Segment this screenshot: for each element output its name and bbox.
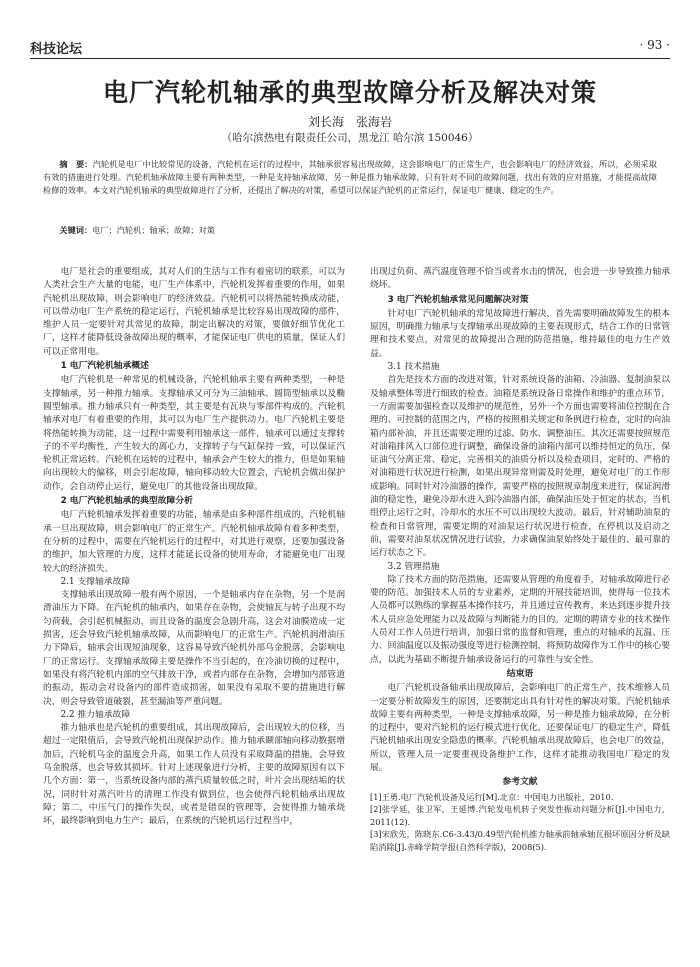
section-2-1-heading: 2.1 支撑轴承故障 bbox=[60, 576, 131, 587]
paper-title: 电厂汽轮机轴承的典型故障分析及解决对策 bbox=[102, 78, 597, 107]
intro-paragraph: 电厂是社会的重要组成，其对人们的生活与工作有着密切的联系，可以为人类社会生产大量的电能，电厂生产体系中，汽轮机发挥着重要的作用，如果汽轮机出现故障，则会影响电厂的经济效益。汽轮机可以将热能转换成动能，可以带动电厂生产系统的稳定运行，汽轮机轴承是比较容易出现故障的部件，维护人员一定要针对其常见的故障，制定出解决的对策，要做好细节优化工厂，这样才能降低设备故障出现的概率，才能保证电厂供电的质量，保证人们可以正常用电。 bbox=[43, 267, 345, 357]
reference-item: [2]张学延，张卫军，王延博.汽轮发电机转子突发性振动问题分析[J].中国电力，2011(12). bbox=[370, 804, 670, 827]
section-2-1-text: 支撑轴承出现故障一般有两个原因，一个是轴承内存在杂物，另一个是润滑油压力下降。在汽轮机的轴承内，如果存在杂物，会使轴瓦与转子出现不均匀荷载，会引起机械振动，而且设备的温度会急剧升高，这会对油膜造成一定损害，还会导致汽轮机轴承故障，从而影响电厂的正常生产。汽轮机润滑油压力下降后，轴承会出现短油现象，这容易导致汽轮机外部乌金脱落，会影响电厂的正常运行。支撑轴承故障主要是操作不当引起的，在冷油切换的过程中，如果没有将汽轮机内部的空气排放干净，或者内部存在杂物，会增加内部管道的振动，振动会对设备内的部件造成损害，如果没有采取不要的措施进行解决，则会导致管道破裂，甚至漏油等严重问题。 bbox=[43, 590, 345, 707]
keywords-text: 电厂；汽轮机；轴承；故障；对策 bbox=[92, 225, 215, 235]
reference-item: [3]宋欣先，陈晓东.C6-3.43/0.49型汽轮机推力轴承前轴承轴瓦损坏原因分析及缺陷消除[J].赤峰学院学报(自然科学版)，2008(5). bbox=[370, 829, 670, 852]
conclusion-text: 电厂汽轮机设备轴承出现故障后，会影响电厂的正常生产，技术维修人员一定要分析故障发生的原因，还要制定出具有针对性的解决对策。汽轮机轴承故障主要有两种类型，一种是支撑轴承故障，另一种是推力轴承故障，在分析的过程中，要对汽轮机的运行模式进行优化，还要保证电厂的稳定生产，降低汽轮机轴承出现安全隐患的概率。汽轮机轴承出现故障后，也会电厂的效益，所以，管理人员一定要重视设备维护工作，这样才能推动我国电厂稳定的发展。 bbox=[370, 683, 670, 773]
affiliation: （哈尔滨热电有限责任公司，黑龙江 哈尔滨 150046） bbox=[221, 132, 479, 144]
reference-item: [1]王勇.电厂汽轮机设备及运行[M].北京：中国电力出版社，2010. bbox=[370, 791, 614, 802]
section-3-heading: 3 电厂汽轮机轴承常见问题解决对策 bbox=[387, 294, 529, 305]
header-rule bbox=[30, 58, 670, 59]
section-2-text: 电厂汽轮机轴承发挥着重要的功能，轴承是由多种部件组成的，汽轮机轴承一旦出现故障，则会影响电厂的正常生产。汽轮机轴承故障有着多种类型，在分析的过程中，需要在汽轮机运行的过程中，对其进行观察，还要加强设备的维护，加大管理的力度，这样才能延长设备的使用寿命，才能避免电厂出现较大的经济损失。 bbox=[43, 510, 345, 574]
section-3-1-heading: 3.1 技术措施 bbox=[387, 362, 440, 373]
authors: 刘长海 张海岩 bbox=[307, 115, 392, 129]
right-column bbox=[370, 266, 670, 854]
section-3-2-text: 除了技术方面的防范措施，还需要从管理的角度着手，对轴承故障进行必要的防范。加强技术人员的专业素养，定期的开展技能培训，使得每一位技术人员都可以熟练的掌握基本操作技巧，并且通过宣传教育，来达到逐步提升技术人员应急处理能力以及故障与判断能力的目的。定期的聘请专业的技术操作人员对工作人员进行培训，加强日常的监督和管理，重点的对轴承的瓦温、压力、回油温度以及振动强度等进行检测控制，将预防故障作为工作中的核心要点，以此为基础不断提升轴承设备运行的可靠性与安全性。 bbox=[370, 574, 670, 665]
conclusion-heading: 结束语 bbox=[506, 668, 534, 679]
abstract bbox=[43, 158, 657, 197]
keywords bbox=[43, 224, 657, 237]
references-heading: 参考文献 bbox=[502, 777, 538, 788]
page-number: · 93 · bbox=[639, 38, 670, 52]
journal-section: 科技论坛 bbox=[30, 42, 83, 57]
section-3-1-text: 首先是技术方面的改进对策，针对系统设备的油箱、冷油器、复制油泵以及轴承整体等进行细致的检查。油箱是系统设备日常操作和维护的重点环节，一方面需要加强检查以及维护的规范性，另外一个方面也需要将油位控制在合理的、可控制的范围之内，严格的按照相关规定和条例进行检查，定时的向油箱内部补油，并且还需要定理的过滤、防水、调整油压。其次还需要按照规范对油箱排风入口部位进行调整，确保设备的油箱内部可以维持恒定的负压，保证油气分离正常、稳定，完善相关的油质分析以及检查项目，定时的、严格的对油箱进行状况进行检测，如果出现异常则需及时处理，避免对电厂的工作形成影响。同时针对冷油器的操作，需要严格的按照规章制度来进行，保证润滑油的稳定性，避免冷却水进入到冷油器内部，确保油压处于恒定的状态，当机组停止运行之时，冷却水的水压不可以出现较大波动。最后，针对辅助油泵的检查和日常管理，需要定期的对油泵运行状况进行检查，在停机以及启动之前，需要对油泵状况情况进行试验，力求确保油泵始终处于最佳的、最可靠的运行状态之下。 bbox=[370, 375, 670, 559]
section-2-2-text: 推力轴承也是汽轮机的重要组成，其出现故障后，会出现较大的位移，当超过一定限值后，会导致汽轮机出现保护动作。推力轴承颞部轴向移动数据增加后，汽轮机乌金的温度会升高，如果工作人员没有采取降温的措施，会导致乌金脱落，也会导致其损坏。针对上述现象进行分析，主要的故障原因有以下几个方面：第一，当系统设备内部的蒸汽质量较低之时，叶片会出现结垢的状况，同时针对蒸汽叶片的清理工作没有做到位，也会使得汽轮机轴承出现故障；第二，中压气门的操作失误，或者是错误的管理等，会使得推力轴承烧坏，最终影响到电力生产；最后，在系统的汽轮机运行过程当中， bbox=[43, 723, 345, 827]
left-column bbox=[43, 266, 345, 828]
abstract-label: 摘 要： bbox=[59, 159, 93, 169]
keywords-label: 关键词： bbox=[59, 225, 93, 235]
continued-text: 出现过负荷、蒸汽温度管理不恰当或者水击的情况，也会进一步导致推力轴承烧坏。 bbox=[370, 267, 670, 291]
section-1-heading: 1 电厂汽轮机轴承概述 bbox=[60, 361, 149, 372]
section-1-text: 电厂汽轮机是一种常见的机械设备，汽轮机轴承主要有两种类型，一种是支撑轴承，另一种推力轴承。支撑轴承又可分为三油轴承、圆筒型轴承以及椭圆型轴承。推力轴承只有一种类型，其主要是有瓦块与零部件构成的。汽轮机轴承对电厂有着重要的作用，其可以为电厂生产提供动力。电厂汽轮机主要是将热能转换为动能，这一过程中需要利用轴承这一部件，轴承可以通过支撑转子的不平均衡性，产生较大的离心力，支撑转子与气缸保持一致，可以保证汽轮机正常运转。汽轮机在运转的过程中，轴承会产生较大的推力，但是如果轴向出现较大的偏移，则会引起故障，轴向移动较大位置会，汽轮机会做出保护动作，会自动停止运行，避免电厂的其他设备出现故障。 bbox=[43, 375, 345, 492]
abstract-text: 汽轮机是电厂中比较常见的设备，汽轮机在运行的过程中，其轴承很容易出现故障，这会影响电厂的正常生产，也会影响电厂的经济效益，所以，必须采取有效的措施进行处理。汽轮机轴承故障主要有两种类型，一种是支持轴承故障，另一种是推力轴承故障，只有针对不同的故障问题，找出有效的应对措施，才能提高故障检修的效率。本文对汽轮机轴承的典型故障进行了分析，还提出了解决的对策，希望可以保证汽轮机的正常运行，保证电厂健康、稳定的生产。 bbox=[43, 159, 657, 195]
section-2-heading: 2 电厂汽轮机轴承的典型故障分析 bbox=[60, 496, 193, 507]
section-3-2-heading: 3.2 管理措施 bbox=[387, 561, 440, 572]
running-header bbox=[30, 38, 670, 60]
section-3-text: 针对电厂汽轮机轴承的常见故障进行解决，首先需要明确故障发生的根本原因，明确推力轴承与支撑轴承出现故障的主要表现形式，结合工作的日常管理和技术要点，对常见的故障提出合理的防范措施，维持最佳的电力生产效益。 bbox=[370, 308, 670, 359]
section-2-2-heading: 2.2 推力轴承故障 bbox=[60, 709, 131, 720]
